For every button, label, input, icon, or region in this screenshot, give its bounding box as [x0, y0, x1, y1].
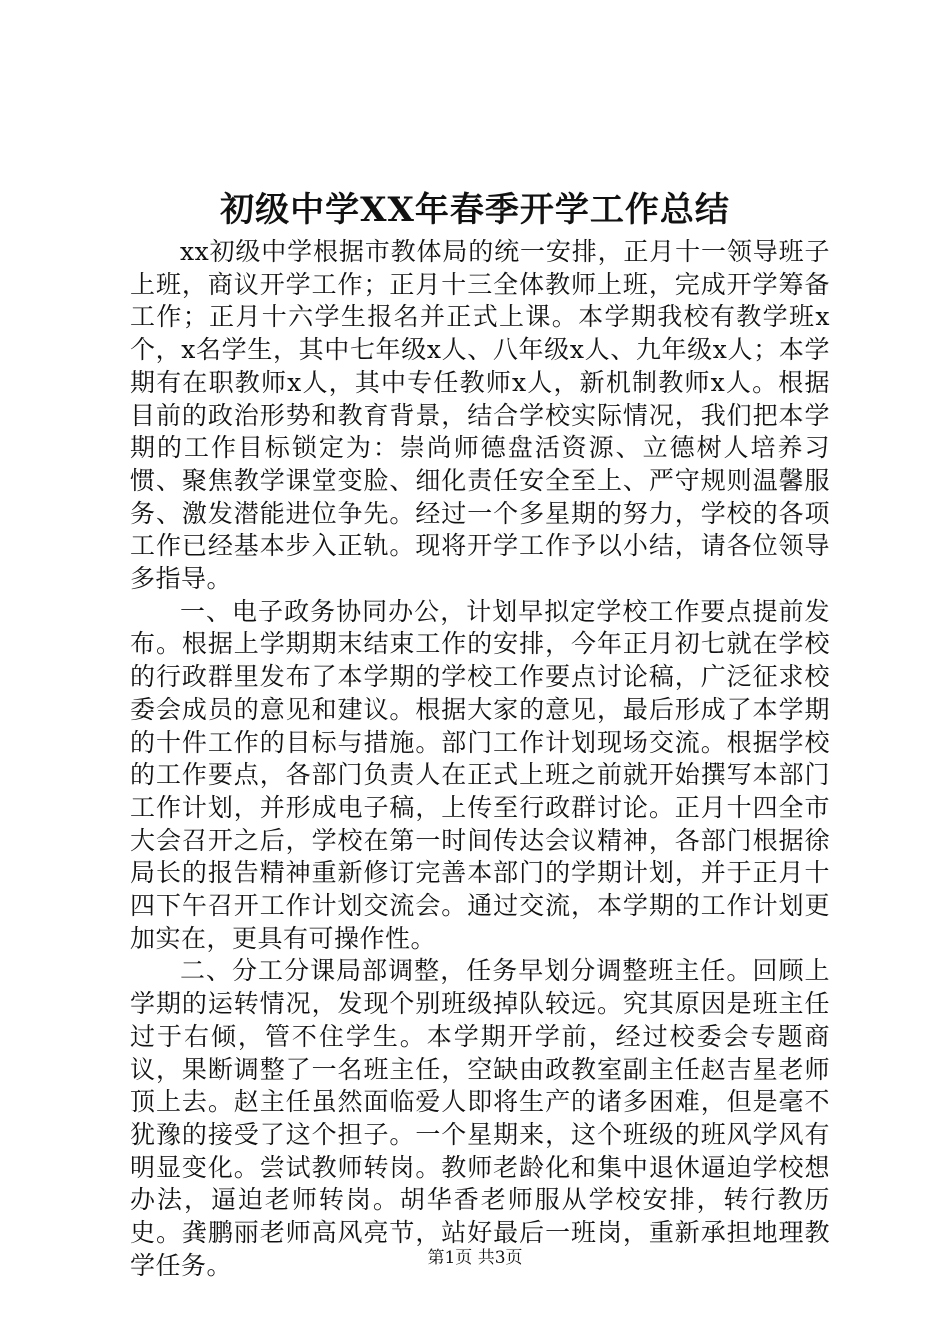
paragraph-intro: xx初级中学根据市教体局的统一安排，正月十一领导班子上班，商议开学工作；正月十三全体教师上班，完成开学筹备工作；正月十六学生报名并正式上课。本学期我校有教学班x个，x名学生，其中七年级x人、八年级x人、九年级x人；本学期有在职教师x人，其中专任教师x人，新机制教师x人。根据目前的政治形势和教育背景，结合学校实际情况，我们把本学期的工作目标锁定为：崇尚师德盘活资源、立德树人培养习惯、聚焦教学课堂变脸、细化责任安全至上、严守规则温馨服务、激发潜能进位争先。经过一个多星期的努力，学校的各项工作已经基本步入正轨。现将开学工作予以小结，请各位领导多指导。 — [130, 237, 830, 594]
document-title: 初级中学XX年春季开学工作总结 — [220, 190, 730, 230]
document-body — [130, 236, 830, 1283]
page-footer: 第1页 共3页 — [427, 1248, 523, 1268]
paragraph-section-1: 一、电子政务协同办公，计划早拟定学校工作要点提前发布。根据上学期期末结束工作的安排，今年正月初七就在学校的行政群里发布了本学期的学校工作要点讨论稿，广泛征求校委会成员的意见和建议。根据大家的意见，最后形成了本学期的十件工作的目标与措施。部门工作计划现场交流。根据学校的工作要点，各部门负责人在正式上班之前就开始撰写本部门工作计划，并形成电子稿，上传至行政群讨论。正月十四全市大会召开之后，学校在第一时间传达会议精神，各部门根据徐局长的报告精神重新修订完善本部门的学期计划，并于正月十四下午召开工作计划交流会。通过交流，本学期的工作计划更加实在，更具有可操作性。 — [130, 596, 830, 953]
paragraph-section-2: 二、分工分课局部调整，任务早划分调整班主任。回顾上学期的运转情况，发现个别班级掉队较远。究其原因是班主任过于右倾，管不住学生。本学期开学前，经过校委会专题商议，果断调整了一名班主任，空缺由政教室副主任赵吉星老师顶上去。赵主任虽然面临爱人即将生产的诸多困难，但是毫不犹豫的接受了这个担子。一个星期来，这个班级的班风学风有明显变化。尝试教师转岗。教师老龄化和集中退休逼迫学校想办法，逼迫老师转岗。胡华香老师服从学校安排，转行教历史。龚鹏丽老师高风亮节，站好最后一班岗，重新承担地理教学任务。 — [130, 956, 830, 1280]
